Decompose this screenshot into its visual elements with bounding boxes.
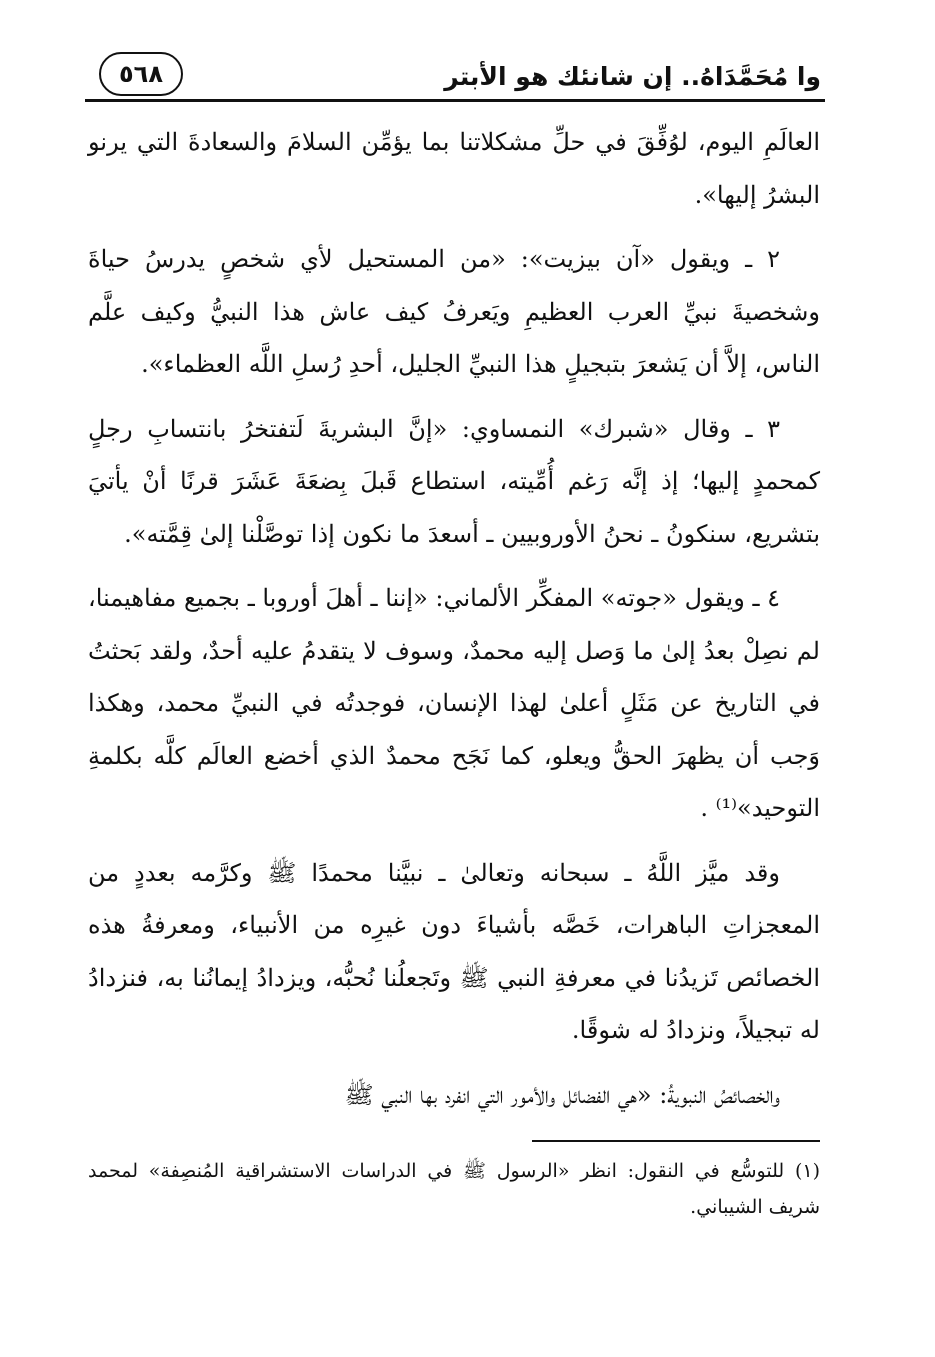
page-number: ٥٦٨ xyxy=(119,60,163,88)
paragraph-khasais-definition: والخصائصُ النبويةُ: «هي الفضائل والأمور التي انفرد بها النبي ﷺ xyxy=(344,1080,780,1109)
footnote: (١) للتوسُّع في النقول: انظر «الرسول ﷺ في الدراسات الاستشراقية المُنصِفة» لمحمد شريف الشيباني. xyxy=(88,1160,820,1218)
footnote-separator xyxy=(532,1140,820,1142)
paragraph-goethe-quote: ٤ ـ ويقول «جوته» المفكِّر الألماني: «إننا ـ أهلَ أوروبا ـ بجميع مفاهيمنا، لم نصِلْ بعدُ إلىٰ ما وَصل إليه محمدٌ، وسوف لا يتقدمُ عليه أحدٌ، ولقد بَحثتُ في التاريخ عن مَثَلٍ أعلىٰ لهذا الإنسان، فوجدتُه في النبيِّ محمد، وهكذا وَجب أن يظهرَ الحقُّ ويعلو، كما نَجَح محمدٌ الذي أخضع العالَم كلَّه بكلمةِ التوحيد»⁽¹⁾ . xyxy=(87,584,820,822)
running-title: وا مُحَمَّدَاهُ.. إن شانئك هو الأبتر xyxy=(444,62,821,91)
page-header xyxy=(85,52,825,102)
paragraph-schubrek-quote: ٣ ـ وقال «شبرك» النمساوي: «إنَّ البشريةَ لَتفتخرُ بانتسابِ رجلٍ كمحمدٍ إليها؛ إذ إنَّه رَغم أُمِّيته، استطاع قَبلَ بِضعَةَ عَشَرَ قرنًا أنْ يأتيَ بتشريع، سنكونُ ـ نحنُ الأوروبيين ـ أسعدَ ما نكون إذا توصَّلْنا إلىٰ قِمَّته». xyxy=(88,414,820,548)
header-rule xyxy=(85,99,825,102)
body-text xyxy=(88,116,820,1133)
paragraph-prophet-distinctions: وقد ميَّز اللَّهُ ـ سبحانه وتعالىٰ ـ نبيَّنا محمدًا ﷺ وكرَّمه بعددٍ من المعجزاتِ الباهرات، خَصَّه بأشياءَ دون غيرِه من الأنبياء، ومعرفةُ هذه الخصائص تَزيدُنا في معرفةِ النبي ﷺ وتَجعلُنا نُحبُّه، ويزدادُ إيمانُنا به، فنزدادُ له تبجيلاً، ونزدادُ له شوقًا. xyxy=(88,858,820,1044)
paragraph-annie-besant-quote: ٢ ـ ويقول «آن بيزيت»: «من المستحيل لأي شخصٍ يدرسُ حياةَ وشخصيةَ نبيِّ العرب العظيمِ ويَعرفُ كيف عاش هذا النبيُّ وكيف علَّم الناس، إلاَّ أن يَشعرَ بتبجيلٍ هذا النبيِّ الجليل، أحدِ رُسلِ اللَّه العظماء». xyxy=(88,245,820,378)
paragraph-continuation: العالَمِ اليوم، لوُفِّقَ في حلِّ مشكلاتنا بما يؤمِّن السلامَ والسعادةَ التي يرنو البشرُ إليها». xyxy=(88,128,820,209)
page-number-badge xyxy=(99,52,183,96)
